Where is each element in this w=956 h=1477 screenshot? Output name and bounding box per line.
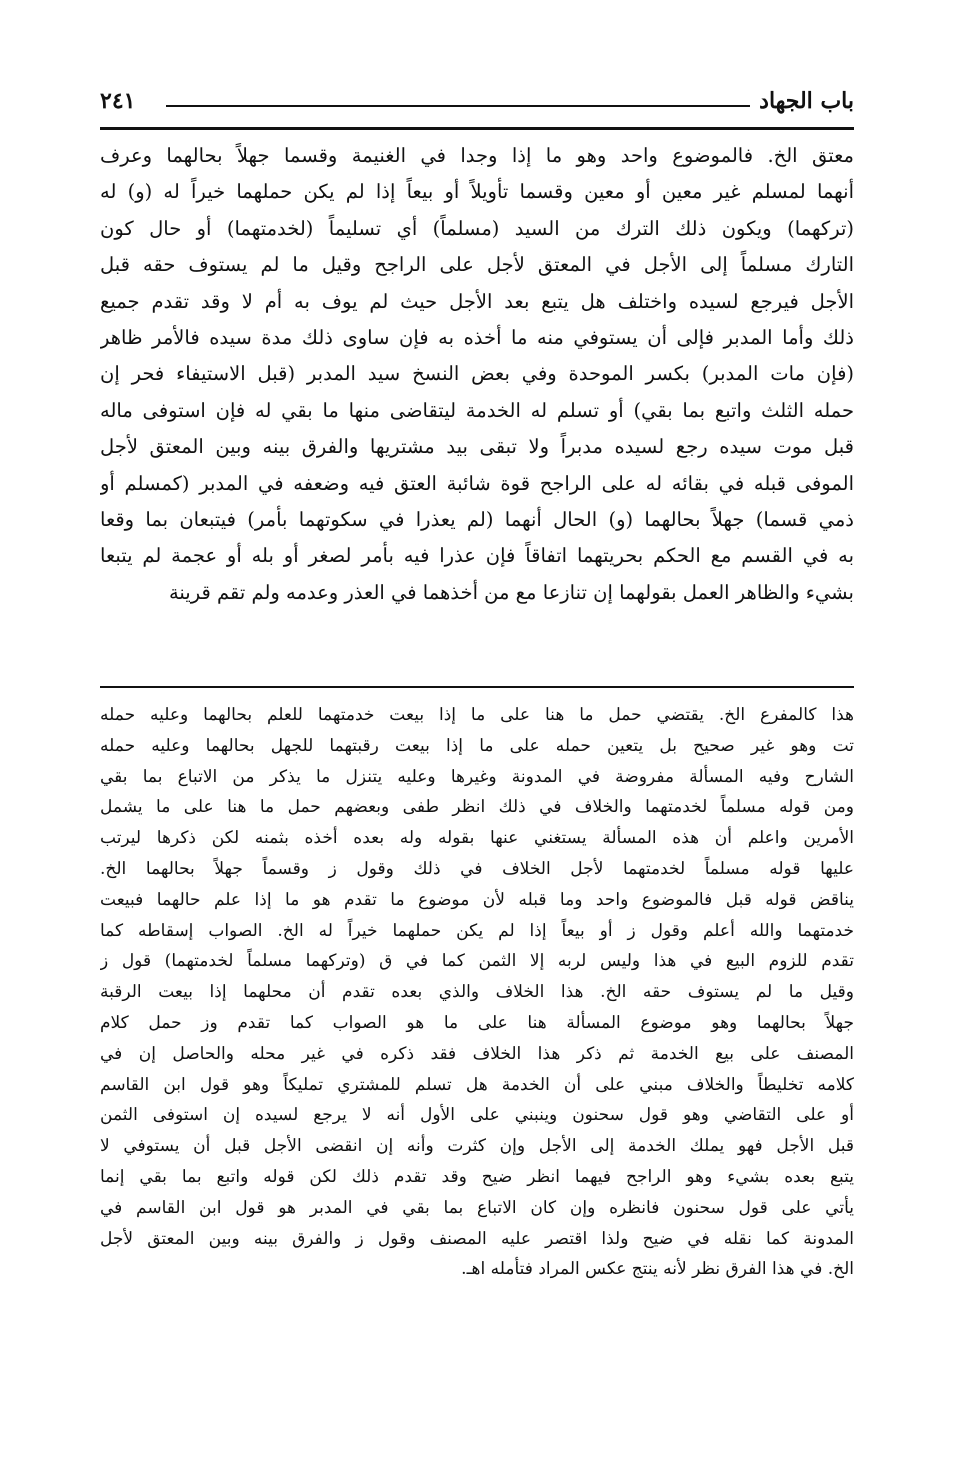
header-rule xyxy=(166,105,750,107)
text-line: الأجل فيرجع لسيده واختلف هل يتبع بعد الأجل حيث لم يوف به أم لا وقد تقدم جميع xyxy=(100,289,854,313)
text-line: بشيء والظاهر العمل بقولهما إن تنازعا مع من أخذهما في العذر وعدمه ولم تقم قرينة xyxy=(168,580,854,604)
text-line: عليها قوله مسلماً لخدمتهما لأجل الخلاف في ذلك وقول ز وقسماً جهلاً بحالهما الخ. xyxy=(100,858,854,879)
main-text-block xyxy=(100,138,854,611)
text-line: التارك مسلماً إلى الأجل في المعتق لأجل على الراجح وقيل ما لم يستوف حقه قبل xyxy=(100,253,854,277)
text-line: تت وهو غير صحيح بل يتعين حمله على ما إذا بيعت رقبتهما للجهل بحالهما وعليه حمله xyxy=(100,735,854,756)
text-line: الخ. في هذا الفرق نظر لأنه ينتج عكس المراد فتأمله اهـ. xyxy=(461,1259,854,1280)
text-line: قبل موت سيده رجع لسيده مدبراً ولا تبقى بيد مشتريها والفرق بينه وبين المعتق لأجل xyxy=(100,435,854,459)
text-line: تقدم للزوم البيع في هذا وليس لربه إلا الثمن كما في ق (وتركهما مسلماً لخدمتهما) قول ز xyxy=(100,951,854,972)
text-line: خدمتهما والله أعلم وقول ز أو بيعاً إذا لم يكن حملهما خيراً له الخ. الصواب إسقاطه كما xyxy=(100,920,854,941)
text-line: المصنف على بيع الخدمة ثم ذكر هذا الخلاف فقد ذكره في غير محله والحاصل إن في xyxy=(100,1043,854,1064)
text-line: يتبع بعده بشيء وهو الراجح فيهما انظر ضيح وقد تقدم ذلك لكن قوله واتبع بما بقي إنما xyxy=(100,1166,854,1187)
text-line: (تركهما) ويكون ذلك الترك من السيد (مسلماً) أي تسليماً (لخدمتهما) أو حال كون xyxy=(100,216,854,240)
text-line: يأتي على قول سحنون فانظره وإن كان الاتباع بما بقي في المدبر هو قول ابن القاسم في xyxy=(100,1197,854,1218)
running-header xyxy=(100,86,854,120)
text-line: ذمي قسما) جهلاً بحالهما (و) الحال أنهما (لم يعذرا في سكوتهما بأمر) فيتبعان بما وقعا xyxy=(100,507,854,531)
text-line: قبل الأجل فهو يملك الخدمة إلى الأجل وإن كثرت وأنه إن انقضى الأجل قبل أن يستوفي لا xyxy=(100,1136,854,1157)
text-line: وقيل ما لم يستوف حقه الخ. هذا الخلاف والذي بعده تقدم أن محلهما إذا بيعت الرقبة xyxy=(100,982,854,1003)
chapter-title: باب الجهاد xyxy=(759,88,854,114)
text-line: معتق الخ. فالموضوع واحد وهو ما إذا وجدا في الغنيمة وقسما جهلاً بحالهما وعرف xyxy=(100,144,854,167)
text-line: أنهما لمسلم غير معين أو معين وقسما تأويلاً أو بيعاً إذا لم يكن حملهما خيراً له (و) له xyxy=(100,180,854,204)
text-line: ومن قوله مسلماً لخدمتهما والخلاف في ذلك انظر طفى وبعضهم حمل ما هنا على ما يشمل xyxy=(100,797,854,818)
text-line: أو على التقاضي وهو قول سحنون وينبني على الأول أنه لا يرجع لسيده إن استوفى الثمن xyxy=(100,1105,854,1126)
text-line: المدونة كما نقله في ضيح ولذا اقتصر عليه المصنف وقول ز والفرق بينه وبين المعتق لأجل xyxy=(100,1228,854,1249)
text-line: الشارح وفيه المسألة مفروضة في المدونة وغيرها وعليه يتنزل ما يذكر من الاتباع بما بقي xyxy=(100,766,854,787)
text-line: يناقض قوله قبل فالموضوع واحد وما قبله لأن موضوع ما تقدم هو ما إذا علم حالهما فبيعت xyxy=(100,889,854,910)
footnote-text-block xyxy=(100,700,854,1285)
text-line: كلامه تخليطاً والخلاف مبني على أن الخدمة هل تسلم للمشتري تمليكاً وهو قول ابن القاسم xyxy=(100,1074,854,1095)
text-line: حمله الثلث واتبع بما بقي) أو تسلم له الخدمة ليتقاضى منها ما بقي له فإن استوفى ماله xyxy=(100,398,854,422)
text-line: ذلك وأما المدبر فإلى أن يستوفي منه ما أخذه به فإن ساوى ذلك مدة سيده فالأمر ظاهر xyxy=(100,325,854,349)
top-divider xyxy=(100,127,854,130)
text-line: جهلاً بحالهما وهو موضوع المسألة هنا على ما هو الصواب كما تقدم وز حمل كلام xyxy=(100,1012,854,1033)
text-line: الموفى قبله في بقائه له على الراجح قوة شائبة العتق فيه وضعفه في المدبر (كمسلم أو xyxy=(100,471,854,495)
text-line: الأمرين واعلم أن هذه المسألة يستغني عنها بقوله وله بعده أخذه بثمنه لكن ذكرها ليرتب xyxy=(100,828,854,849)
page-number: ٢٤١ xyxy=(100,88,136,114)
text-line: هذا كالمفرع الخ. يقتضي حمل ما هنا على ما إذا بيعت خدمتهما للعلم بحالهما وعليه حمله xyxy=(100,705,854,725)
text-line: به في القسم مع الحكم بحريتهما اتفاقاً فإن عذرا فيه بأمر لصغر أو بله أو عجمة لم يتبعا xyxy=(100,544,854,568)
text-line: (فإن مات المدبر) بكسر الموحدة وفي بعض النسخ سيد المدبر (قبل الاستيفاء فحر إن xyxy=(100,362,854,386)
footnote-divider xyxy=(100,686,854,688)
